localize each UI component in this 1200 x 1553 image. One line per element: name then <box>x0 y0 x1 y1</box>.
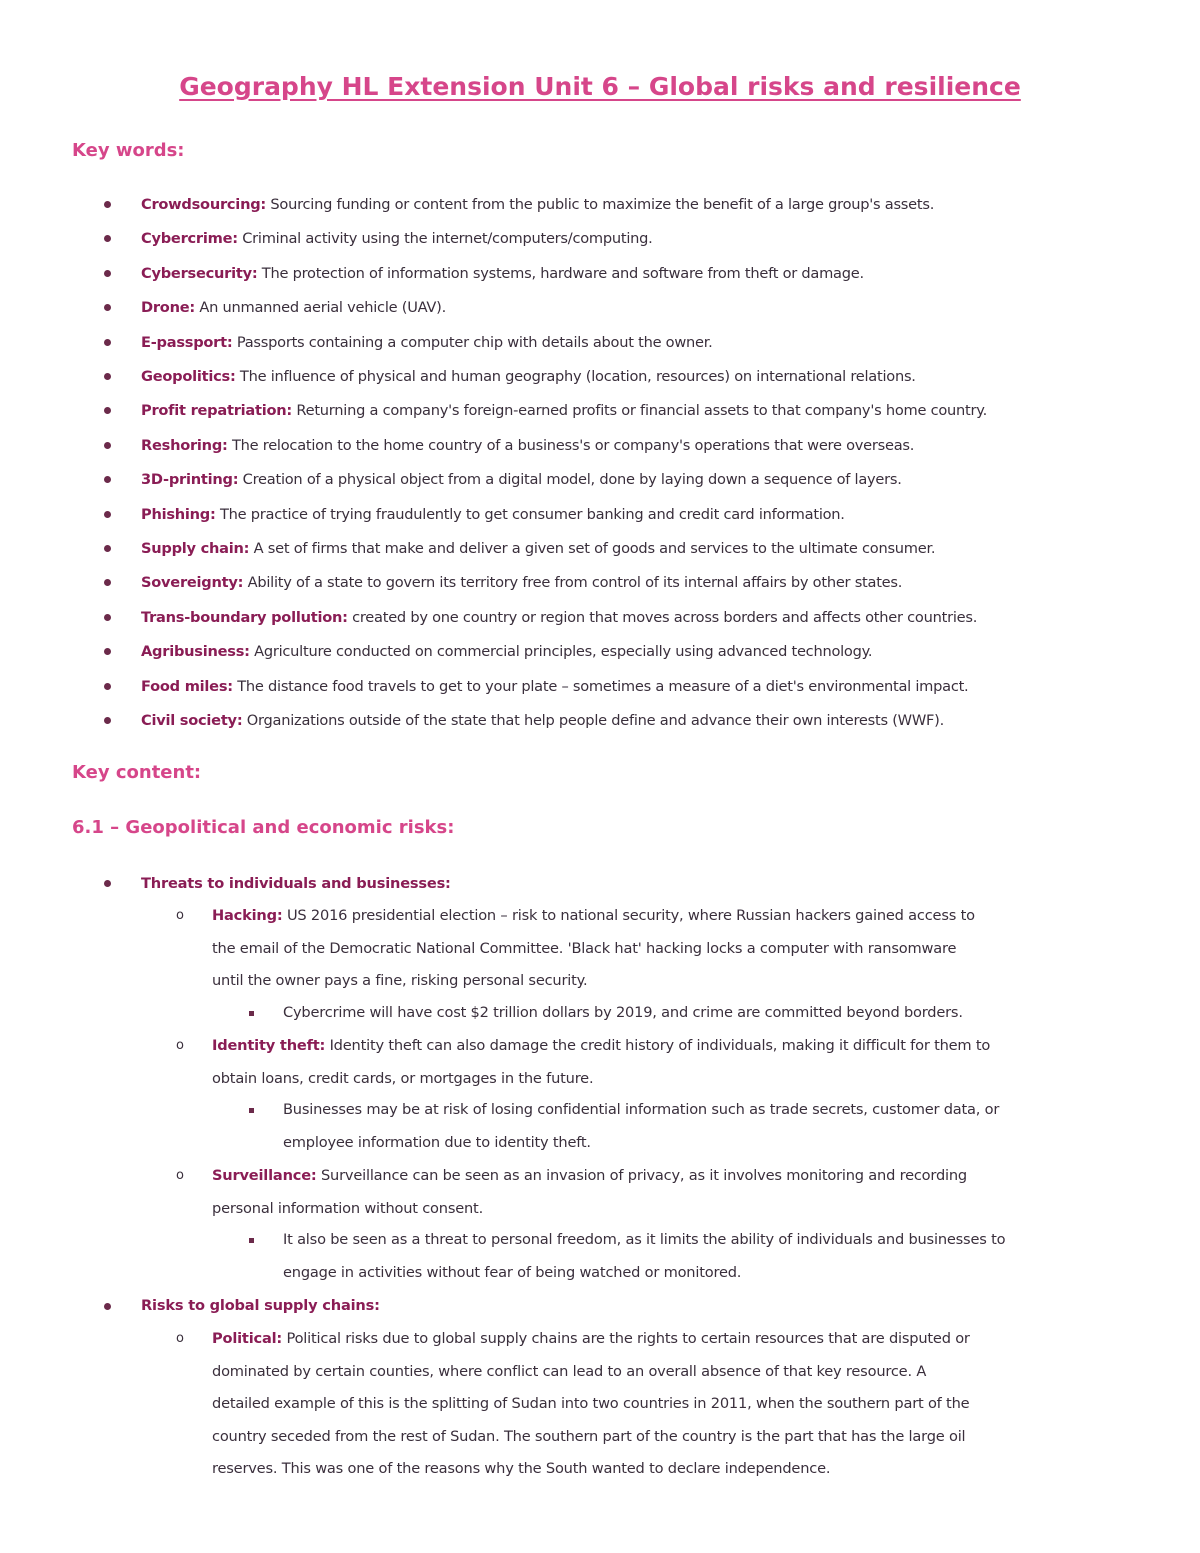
political-item <box>212 1323 1137 1486</box>
bullet-dot <box>104 407 111 414</box>
key-word-definition: Organizations outside of the state that help people define and advance their own interests (WWF). <box>242 712 944 729</box>
key-word-text <box>141 296 446 320</box>
bullet-dot <box>104 1303 111 1310</box>
key-word-definition: Agriculture conducted on commercial principles, especially using advanced technology. <box>249 643 873 661</box>
key-word-term: Supply chain: <box>141 540 250 557</box>
surveillance-sub-line: It also be seen as a threat to personal freedom, as it limits the ability of individuals and businesses to <box>283 1231 1006 1248</box>
key-word-definition: An unmanned aerial vehicle (UAV). <box>194 299 446 317</box>
key-word-definition: The relocation to the home country of a business's or company's operations that were overseas. <box>227 436 915 454</box>
key-word-definition: A set of firms that make and deliver a given set of goods and services to the ultimate consumer. <box>249 540 936 557</box>
hacking-item <box>212 900 1137 998</box>
key-word-definition: Passports containing a computer chip with details about the owner. <box>232 333 713 351</box>
key-word-term: Food miles: <box>141 677 233 695</box>
key-word-term: 3D-printing: <box>141 471 239 489</box>
bullet-square <box>249 1238 254 1243</box>
key-word-text <box>141 468 902 492</box>
key-word-definition: Creation of a physical object from a digital model, done by laying down a sequence of layers. <box>238 471 902 489</box>
key-word-definition: The influence of physical and human geography (location, resources) on international relations. <box>235 368 916 385</box>
surveillance-line: Surveillance can be seen as an invasion of privacy, as it involves monitoring and recording <box>316 1167 967 1184</box>
bullet-dot <box>104 545 111 552</box>
identity-theft-subitem <box>283 1094 1143 1159</box>
key-word-item <box>0 606 1200 630</box>
hacking-line: US 2016 presidential election – risk to national security, where Russian hackers gained access to <box>282 907 975 924</box>
political-line: reserves. This was one of the reasons why the South wanted to declare independence. <box>212 1460 831 1477</box>
key-word-item <box>0 296 1200 320</box>
key-word-text <box>141 675 968 699</box>
bullet-dot <box>104 476 111 483</box>
bullet-dot <box>104 579 111 586</box>
key-word-term: Civil society: <box>141 712 243 729</box>
key-word-item <box>0 503 1200 527</box>
identity-theft-term: Identity theft: <box>212 1037 326 1054</box>
bullet-circle: o <box>176 1038 184 1053</box>
key-word-text <box>141 503 845 527</box>
political-term: Political: <box>212 1330 283 1347</box>
document-title: Geography HL Extension Unit 6 – Global risks and resilience <box>179 72 1021 101</box>
key-words-heading: Key words: <box>72 140 185 161</box>
identity-theft-sub-line: employee information due to identity theft. <box>283 1133 591 1151</box>
key-word-item <box>0 434 1200 458</box>
surveillance-sub-line: engage in activities without fear of being watched or monitored. <box>283 1263 742 1281</box>
key-word-term: Phishing: <box>141 505 216 523</box>
surveillance-line: personal information without consent. <box>212 1199 484 1217</box>
key-word-item <box>0 571 1200 595</box>
political-line: detailed example of this is the splitting of Sudan into two countries in 2011, when the southern part of the <box>212 1395 970 1412</box>
bullet-dot <box>104 201 111 208</box>
bullet-dot <box>104 270 111 277</box>
key-word-text <box>141 640 872 664</box>
key-word-item <box>0 640 1200 664</box>
hacking-subitem <box>283 997 1143 1030</box>
threats-heading <box>141 868 451 901</box>
bullet-dot <box>104 614 111 621</box>
key-word-term: Crowdsourcing: <box>141 196 266 213</box>
key-word-item <box>0 399 1200 423</box>
bullet-circle: o <box>176 1331 184 1346</box>
key-word-item <box>0 468 1200 492</box>
surveillance-subitem <box>283 1224 1143 1289</box>
supply-chain-heading-text: Risks to global supply chains: <box>141 1297 380 1314</box>
identity-theft-sub-line: Businesses may be at risk of losing confidential information such as trade secrets, customer data, or <box>283 1101 1000 1118</box>
bullet-dot <box>104 339 111 346</box>
key-word-text <box>141 606 977 630</box>
bullet-dot <box>104 304 111 311</box>
key-word-text <box>141 537 935 561</box>
key-word-text <box>141 331 713 355</box>
threats-heading-text: Threats to individuals and businesses: <box>141 875 451 892</box>
key-word-term: Drone: <box>141 299 195 317</box>
key-word-definition: Sourcing funding or content from the public to maximize the benefit of a large group's assets. <box>266 196 935 213</box>
key-word-definition: Ability of a state to govern its territory free from control of its internal affairs by other states. <box>243 574 903 592</box>
key-word-item <box>0 709 1200 733</box>
key-word-term: Geopolitics: <box>141 368 236 385</box>
key-word-term: Profit repatriation: <box>141 402 292 420</box>
bullet-square <box>249 1011 254 1016</box>
key-word-item <box>0 262 1200 286</box>
political-line: dominated by certain counties, where conflict can lead to an overall absence of that key resource. A <box>212 1362 927 1380</box>
section-heading: 6.1 – Geopolitical and economic risks: <box>72 817 455 838</box>
key-word-text <box>141 434 914 458</box>
key-word-term: Agribusiness: <box>141 643 250 661</box>
identity-theft-item <box>212 1030 1137 1095</box>
bullet-circle: o <box>176 908 184 923</box>
bullet-dot <box>104 717 111 724</box>
political-line: Political risks due to global supply chains are the rights to certain resources that are disputed or <box>282 1330 970 1347</box>
key-word-item <box>0 227 1200 251</box>
hacking-line: until the owner pays a fine, risking personal security. <box>212 972 588 989</box>
bullet-dot <box>104 442 111 449</box>
key-word-item <box>0 331 1200 355</box>
key-word-text <box>141 709 944 733</box>
key-word-definition: Returning a company's foreign-earned profits or financial assets to that company's home country. <box>291 402 987 420</box>
key-word-text <box>141 399 987 423</box>
identity-theft-line: Identity theft can also damage the credit history of individuals, making it difficult for them to <box>325 1037 991 1054</box>
bullet-square <box>249 1108 254 1113</box>
surveillance-item <box>212 1160 1137 1225</box>
key-word-definition: The protection of information systems, hardware and software from theft or damage. <box>257 264 864 282</box>
identity-theft-line: obtain loans, credit cards, or mortgages in the future. <box>212 1069 594 1087</box>
key-word-definition: The practice of trying fraudulently to get consumer banking and credit card information. <box>215 505 845 523</box>
key-word-text <box>141 571 902 595</box>
key-word-definition: Criminal activity using the internet/computers/computing. <box>237 230 653 248</box>
key-word-item <box>0 365 1200 389</box>
key-word-term: E-passport: <box>141 333 233 351</box>
bullet-dot <box>104 373 111 380</box>
bullet-circle: o <box>176 1168 184 1183</box>
key-content-heading: Key content: <box>72 762 202 783</box>
hacking-term: Hacking: <box>212 907 283 924</box>
bullet-dot <box>104 880 111 887</box>
political-line: country seceded from the rest of Sudan. The southern part of the country is the part that has the large oil <box>212 1427 966 1445</box>
key-word-term: Reshoring: <box>141 436 228 454</box>
key-word-term: Trans-boundary pollution: <box>141 608 348 626</box>
surveillance-term: Surveillance: <box>212 1167 317 1184</box>
key-word-item <box>0 537 1200 561</box>
key-word-term: Cybersecurity: <box>141 264 258 282</box>
key-word-term: Cybercrime: <box>141 230 238 248</box>
bullet-dot <box>104 511 111 518</box>
key-word-text <box>141 227 653 251</box>
hacking-sub-line: Cybercrime will have cost $2 trillion dollars by 2019, and crime are committed beyond borders. <box>283 1004 963 1021</box>
bullet-dot <box>104 683 111 690</box>
key-word-text <box>141 193 934 217</box>
key-word-definition: The distance food travels to get to your plate – sometimes a measure of a diet's environmental impact. <box>232 677 969 695</box>
bullet-dot <box>104 648 111 655</box>
key-word-term: Sovereignty: <box>141 574 244 592</box>
key-word-text <box>141 365 916 389</box>
key-word-item <box>0 675 1200 699</box>
hacking-line: the email of the Democratic National Committee. 'Black hat' hacking locks a computer with ransomware <box>212 939 957 957</box>
key-word-text <box>141 262 864 286</box>
key-word-definition: created by one country or region that moves across borders and affects other countries. <box>347 608 978 626</box>
key-word-item <box>0 193 1200 217</box>
bullet-dot <box>104 235 111 242</box>
supply-chain-heading <box>141 1290 380 1323</box>
